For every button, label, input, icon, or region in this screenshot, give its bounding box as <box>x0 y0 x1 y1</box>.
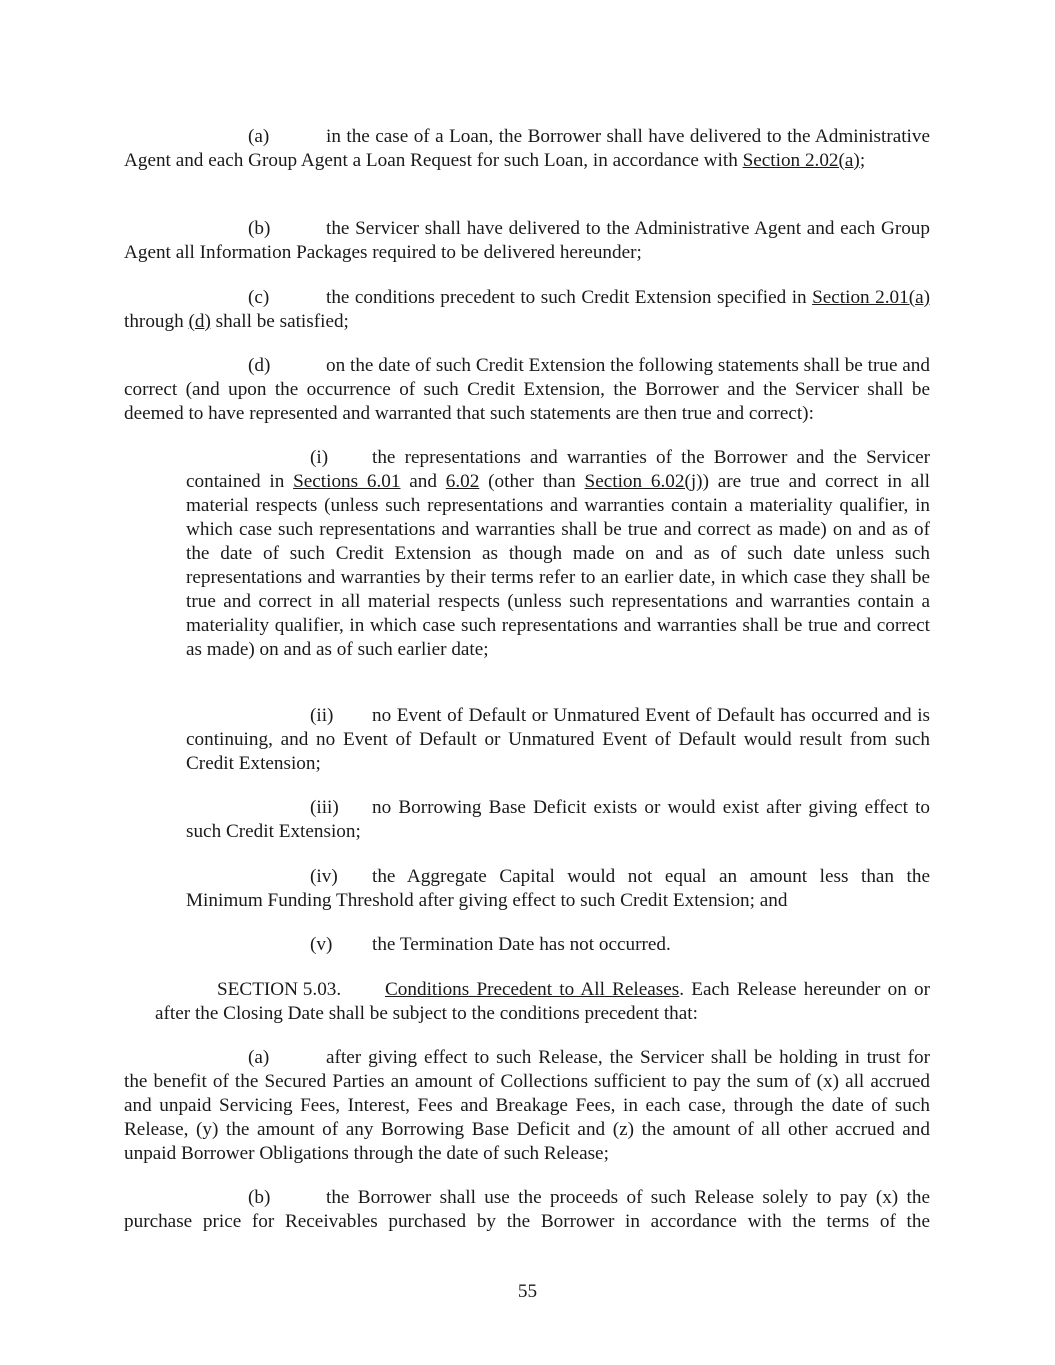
cross-reference: Section 6.02(j) <box>584 471 703 492</box>
item-label: (iii) <box>310 797 339 818</box>
section-5-03-heading: SECTION 5.03. Conditions Precedent to All Releases. Each Release hereunder on or after the Closing Date shall be subject to the conditions precedent that: <box>155 979 930 1024</box>
paragraph-b-information-packages: (b) the Servicer shall have delivered to the Administrative Agent and each Group Agent all Information Packages required to be delivered hereunder; <box>124 218 930 263</box>
subparagraph-ii-no-default: (ii) no Event of Default or Unmatured Event of Default has occurred and is continuing, and no Event of Default or Unmatured Event of Default would result from such Credit Extension; <box>186 705 930 774</box>
item-label: (a) <box>248 126 270 147</box>
paragraph-d-statements: (d) on the date of such Credit Extension the following statements shall be true and correct (and upon the occurrence of such Credit Extension, the Borrower and the Servicer shall be deemed to have represented and warranted that such statements are then true and correct): <box>124 355 930 424</box>
section-title: Conditions Precedent to All Releases <box>385 979 680 1000</box>
paragraph-b-release-proceeds: (b) the Borrower shall use the proceeds of such Release solely to pay (x) the purchase price for Receivables purchased by the Borrower in accordance with the terms of the <box>124 1187 930 1232</box>
subparagraph-i-representations: (i) the representations and warranties of the Borrower and the Servicer contained in Sections 6.01 and 6.02 (other than Section 6.02(j)) are true and correct in all material respects (unless such representations and warranties contain a materiality qualifier, in which case such representations and warranties shall be true and correct as made) on and as of the date of such Credit Extension as though made on and as of such date unless such representations and warranties by their terms refer to an earlier date, in which case they shall be true and correct in all material respects (unless such representations and warranties contain a materiality qualifier, in which case such representations and warranties shall be true and correct as made) on and as of such earlier date; <box>186 447 930 660</box>
item-label: (b) <box>248 218 271 239</box>
section-number: SECTION 5.03. <box>217 979 342 1000</box>
item-label: (i) <box>310 447 329 468</box>
paragraph-a-release-collections: (a) after giving effect to such Release, the Servicer shall be holding in trust for the benefit of the Secured Parties an amount of Collections sufficient to pay the sum of (x) all accrued and unpaid Servicing Fees, Interest, Fees and Breakage Fees, in each case, through the date of such Release, (y) the amount of any Borrowing Base Deficit and (z) the amount of all other accrued and unpaid Borrower Obligations through the date of such Release; <box>124 1047 930 1164</box>
item-label: (iv) <box>310 866 338 887</box>
cross-reference: 6.02 <box>445 471 480 492</box>
subparagraph-iv-aggregate-capital: (iv) the Aggregate Capital would not equal an amount less than the Minimum Funding Threshold after giving effect to such Credit Extension; and <box>186 866 930 911</box>
cross-reference: Section 2.02(a) <box>742 150 860 171</box>
subparagraph-iii-borrowing-base: (iii) no Borrowing Base Deficit exists or would exist after giving effect to such Credit Extension; <box>186 797 930 842</box>
item-label: (c) <box>248 287 270 308</box>
item-label: (b) <box>248 1187 271 1208</box>
item-label: (ii) <box>310 705 334 726</box>
item-label: (a) <box>248 1047 270 1068</box>
cross-reference: (d) <box>188 311 211 332</box>
cross-reference: Sections 6.01 <box>293 471 401 492</box>
subparagraph-v-termination-date: (v) the Termination Date has not occurred. <box>310 934 671 955</box>
item-label: (d) <box>248 355 271 376</box>
cross-reference: Section 2.01(a) <box>812 287 930 308</box>
item-label: (v) <box>310 934 333 955</box>
page-number: 55 <box>517 1281 538 1302</box>
paragraph-a-loan-request: (a) in the case of a Loan, the Borrower shall have delivered to the Administrative Agent and each Group Agent a Loan Request for such Loan, in accordance with Section 2.02(a); <box>124 126 930 171</box>
paragraph-c-conditions-precedent: (c) the conditions precedent to such Credit Extension specified in Section 2.01(a) through (d) shall be satisfied; <box>124 287 930 332</box>
